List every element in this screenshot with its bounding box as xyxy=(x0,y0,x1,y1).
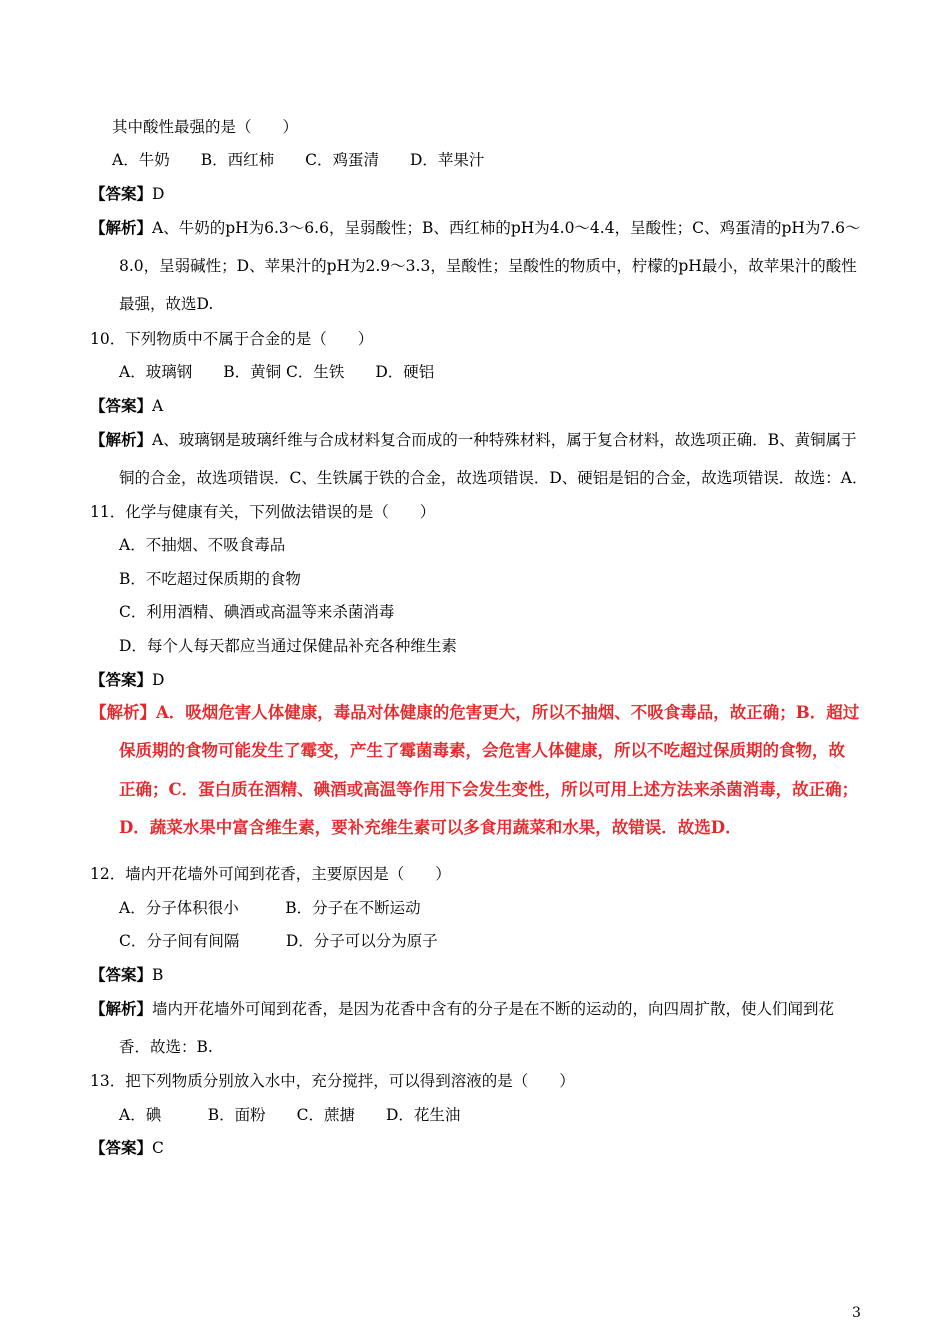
q10-answer xyxy=(90,396,163,416)
q11-answer xyxy=(90,670,164,690)
q11-option-d: D．每个人每天都应当通过保健品补充各种维生素 xyxy=(119,637,457,655)
page-number: 3 xyxy=(852,1305,861,1321)
answer-label: 【答案】 xyxy=(90,670,153,689)
answer-label: 【答案】 xyxy=(90,184,153,203)
q12-options-row-1: A．分子体积很小 B．分子在不断运动 xyxy=(119,899,421,917)
q13-options: A．碘 B．面粉 C．蔗搪 D．花生油 xyxy=(119,1106,461,1124)
q11-analysis-line-2: 保质期的食物可能发生了霉变，产生了霉菌毒素，会危害人体健康，所以不吃超过保质期的食物，故 xyxy=(119,741,845,760)
q10-options: A．玻璃钢 B．黄铜 C．生铁 D．硬铝 xyxy=(119,363,435,381)
answer-value: D xyxy=(152,671,165,689)
analysis-text: A、牛奶的pH为6.3～6.6，呈弱酸性；B、西红柿的pH为4.0～4.4，呈酸性；C、鸡蛋清的pH为7.6～ xyxy=(152,219,861,237)
q11-stem: 11．化学与健康有关，下列做法错误的是（ ） xyxy=(90,503,436,521)
q10-analysis-line-1 xyxy=(90,430,857,450)
answer-value: D xyxy=(152,185,165,203)
q9-analysis-line-2: 8.0，呈弱碱性；D、苹果汁的pH为2.9～3.3，呈酸性；呈酸性的物质中，柠檬的pH最小，故苹果汁的酸性 xyxy=(119,257,857,275)
analysis-text: 墙内开花墙外可闻到花香，是因为花香中含有的分子是在不断的运动的，向四周扩散，使人们闻到花 xyxy=(152,1000,835,1018)
q12-analysis-line-2: 香．故选：B. xyxy=(119,1038,213,1056)
q9-stem-tail: 其中酸性最强的是（ ） xyxy=(112,118,299,136)
answer-label: 【答案】 xyxy=(90,965,153,984)
answer-value: C xyxy=(152,1139,164,1157)
q12-analysis-line-1 xyxy=(90,999,834,1019)
q11-analysis-line-3: 正确；C．蛋白质在酒精、碘酒或高温等作用下会发生变性，所以可用上述方法来杀菌消毒，故正确； xyxy=(119,780,859,799)
answer-value: B xyxy=(152,966,164,984)
analysis-label: 【解析】 xyxy=(90,999,153,1018)
q9-analysis-line-3: 最强，故选D. xyxy=(119,295,214,313)
answer-label: 【答案】 xyxy=(90,396,153,415)
answer-label: 【答案】 xyxy=(90,1138,153,1157)
q11-analysis-line-4: D．蔬菜水果中富含维生素，要补充维生素可以多食用蔬菜和水果，故错误．故选D． xyxy=(119,818,742,837)
q9-analysis-line-1 xyxy=(90,218,861,238)
q9-options: A．牛奶 B．西红柿 C．鸡蛋清 D．苹果汁 xyxy=(112,151,485,169)
q11-option-a: A．不抽烟、不吸食毒品 xyxy=(119,536,286,554)
q13-answer xyxy=(90,1138,164,1158)
q13-stem: 13．把下列物质分别放入水中，充分搅拌，可以得到溶液的是（ ） xyxy=(90,1072,575,1090)
q11-option-b: B．不吃超过保质期的食物 xyxy=(119,570,301,588)
q12-options-row-2: C．分子间有间隔 D．分子可以分为原子 xyxy=(119,932,438,950)
q9-answer xyxy=(90,184,164,204)
analysis-text: A、玻璃钢是玻璃纤维与合成材料复合而成的一种特殊材料，属于复合材料，故选项正确．B、黄铜属于 xyxy=(152,431,857,449)
q11-option-c: C．利用酒精、碘酒或高温等来杀菌消毒 xyxy=(119,603,395,621)
q10-stem: 10．下列物质中不属于合金的是（ ） xyxy=(90,330,374,348)
analysis-label: 【解析】 xyxy=(90,430,153,449)
q10-analysis-line-2: 铜的合金，故选项错误．C、生铁属于铁的合金，故选项错误．D、硬铝是铝的合金，故选项错误．故选：A． xyxy=(119,469,868,487)
answer-value: A xyxy=(152,397,164,415)
analysis-label: 【解析】 xyxy=(90,218,153,237)
q11-analysis-line-1 xyxy=(90,703,859,723)
q12-answer xyxy=(90,965,163,985)
q12-stem: 12．墙内开花墙外可闻到花香，主要原因是（ ） xyxy=(90,865,451,883)
analysis-label: 【解析】 xyxy=(90,703,156,722)
analysis-text: A．吸烟危害人体健康，毒品对体健康的危害更大，所以不抽烟、不吸食毒品，故正确；B．超过 xyxy=(156,703,860,722)
